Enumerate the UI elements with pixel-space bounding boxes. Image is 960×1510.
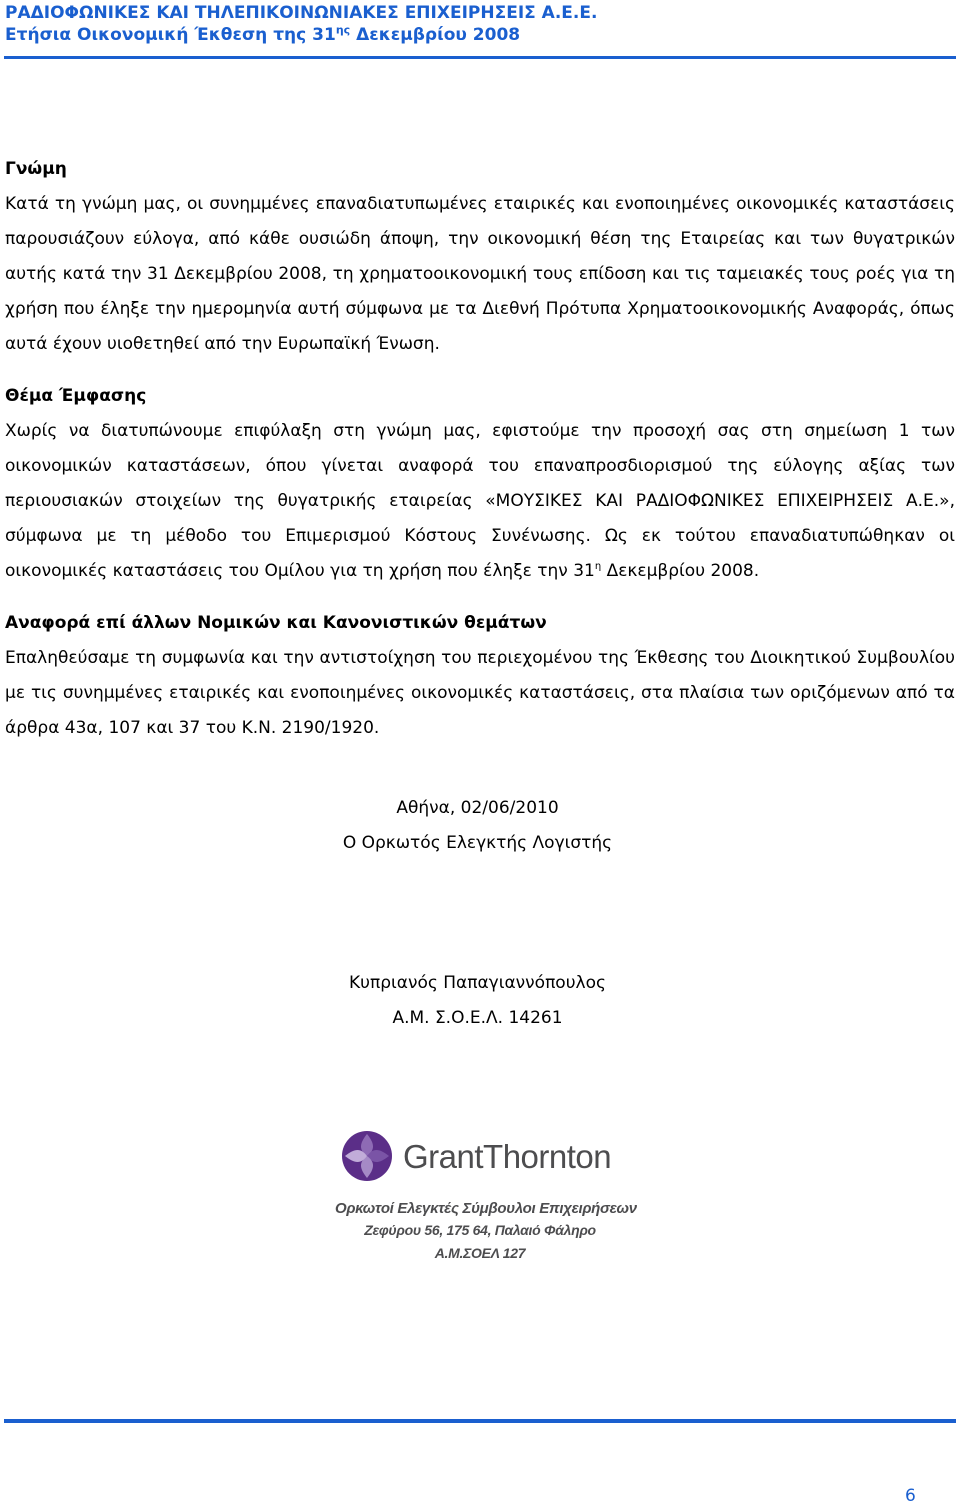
- report-body: [5, 152, 955, 763]
- grant-thornton-mark-icon: [341, 1130, 393, 1182]
- header-divider: [4, 56, 956, 59]
- footer-divider: [4, 1419, 956, 1423]
- page-header: [5, 2, 955, 46]
- firm-registration: Α.Μ.ΣΟΕΛ 127: [434, 1245, 526, 1261]
- opinion-paragraph: Κατά τη γνώμη μας, οι συνημμένες επαναδιατυπωμένες εταιρικές και ενοποιημένες οικονομικές καταστάσεις παρουσιάζουν εύλογα, από κάθε ουσιώδη άποψη, την οικονομική θέση της Εταιρείας και των θυγατρικών αυτής κατά την 31 Δεκεμβρίου 2008, τη χρηματοοικονομική τους επίδοση και τις ταμειακές τους ροές για τη χρήση που έληξε την ημερομηνία αυτή σύμφωνα με τα Διεθνή Πρότυπα Χρηματοοικονομικής Αναφοράς, όπως αυτά έχουν υιοθετηθεί από την Ευρωπαϊκή Ένωση.: [5, 194, 955, 354]
- legal-heading: Αναφορά επί άλλων Νομικών και Κανονιστικών θεμάτων: [5, 613, 547, 633]
- page-number: 6: [905, 1486, 916, 1506]
- firm-description: Ορκωτοί Ελεγκτές Σύμβουλοι Επιχειρήσεων: [335, 1200, 637, 1217]
- firm-name: GrantThornton: [403, 1138, 612, 1175]
- auditor-block: [0, 966, 955, 1036]
- signature-block: [0, 791, 955, 861]
- report-title: Ετήσια Οικονομική Έκθεση της $31^{\eta\varsigma}$ Δεκεμβρίου 2008: [5, 23, 521, 45]
- legal-paragraph: Επαληθεύσαμε τη συμφωνία και την αντιστοίχηση του περιεχομένου της Έκθεσης του Διοικητικού Συμβουλίου με τις συνημμένες εταιρικές και ενοποιημένες οικονομικές καταστάσεις, στα πλαίσια των οριζόμενων από τα άρθρα 43α, 107 και 37 του Κ.Ν. 2190/1920.: [5, 648, 955, 738]
- firm-logo: [335, 1128, 635, 1278]
- place-date: Αθήνα, 02/06/2010: [396, 798, 559, 818]
- emphasis-paragraph: Χωρίς να διατυπώνουμε επιφύλαξη στη γνώμη μας, εφιστούμε την προσοχή σας στη σημείωση 1 των οικονομικών καταστάσεων, όπου γίνεται αναφορά του επαναπροσδιορισμού της εύλογης αξίας των περιουσιακών στοιχείων της θυγατρικής εταιρείας «ΜΟΥΣΙΚΕΣ ΚΑΙ ΡΑΔΙΟΦΩΝΙΚΕΣ ΕΠΙΧΕΙΡΗΣΕΙΣ Α.Ε.», σύμφωνα με τη μέθοδο του Επιμερισμού Κόστους Συνένωσης. Ως εκ τούτου επαναδιατυπώθηκαν οι οικονομικές καταστάσεις του Ομίλου για τη χρήση που έληξε την $31^\eta$ Δεκεμβρίου 2008.: [5, 421, 955, 581]
- auditor-role: Ο Ορκωτός Ελεγκτής Λογιστής: [342, 833, 613, 853]
- opinion-heading: Γνώμη: [5, 159, 67, 179]
- company-name: ΡΑΔΙΟΦΩΝΙΚΕΣ ΚΑΙ ΤΗΛΕΠΙΚΟΙΝΩΝΙΑΚΕΣ ΕΠΙΧΕΙΡΗΣΕΙΣ Α.Ε.Ε.: [5, 3, 598, 23]
- firm-address: Ζεφύρου 56, 175 64, Παλαιό Φάληρο: [364, 1222, 596, 1238]
- auditor-registration: Α.Μ. Σ.Ο.Ε.Λ. 14261: [392, 1008, 563, 1028]
- emphasis-heading: Θέμα Έμφασης: [5, 386, 147, 406]
- auditor-name: Κυπριανός Παπαγιαννόπουλος: [348, 973, 606, 993]
